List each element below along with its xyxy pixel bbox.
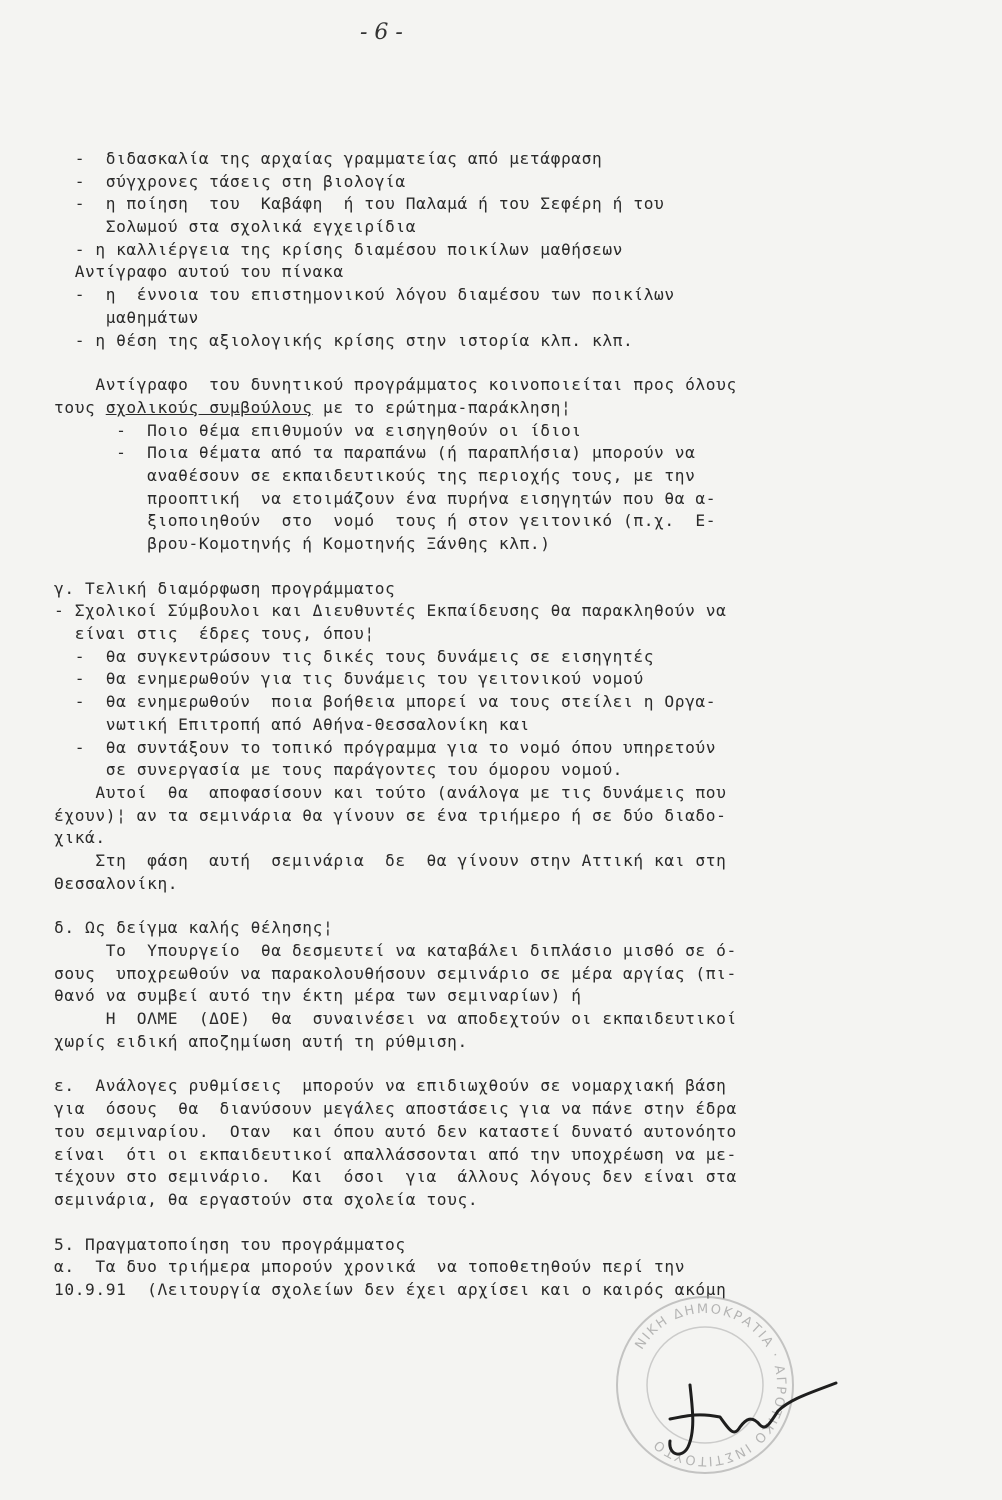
- signature: [660, 1375, 860, 1465]
- paragraph-line: έχουν)¦ αν τα σεμινάρια θα γίνουν σε ένα τριήμερο ή σε δύο διαδο-: [54, 805, 727, 825]
- paragraph-line: είναι στις έδρες τους, όπου¦: [54, 624, 375, 644]
- list-item: προοπτική να ετοιμάζουν ένα πυρήνα εισηγητών που θα α-: [54, 488, 717, 508]
- paragraph-line: Στη φάση αυτή σεμινάρια δε θα γίνουν στην Αττική και στη: [54, 850, 727, 870]
- text-span: τους: [54, 397, 106, 417]
- paragraph-line: Αυτοί θα αποφασίσουν και τούτο (ανάλογα με τις δυνάμεις που: [54, 782, 727, 802]
- paragraph-line: - θα συντάξουν το τοπικό πρόγραμμα για το νομό όπου υπηρετούν: [54, 737, 717, 757]
- paragraph-line: - θα ενημερωθούν ποια βοήθεια μπορεί να τους στείλει η Οργα-: [54, 692, 717, 712]
- list-item: - διδασκαλία της αρχαίας γραμματείας από μετάφραση: [54, 149, 603, 168]
- paragraph-line: χωρίς ειδική αποζημίωση αυτή τη ρύθμιση.: [54, 1031, 468, 1051]
- list-questions: [54, 420, 954, 556]
- paragraph-line: Θεσσαλονίκη.: [54, 873, 179, 893]
- paragraph-line: σους υποχρεωθούν να παρακολουθήσουν σεμινάριο σε μέρα αργίας (πι-: [54, 963, 737, 983]
- svg-text:ΝΙΚΗ ΔΗΜΟΚΡΑΤΙΑ · ΑΓΡΟΤΙΚΟ ΙΝΣ: ΝΙΚΗ ΔΗΜΟΚΡΑΤΙΑ · ΑΓΡΟΤΙΚΟ ΙΝΣΤΙΤΟΥΤΟ: [632, 1301, 789, 1469]
- paragraph-line: [54, 397, 954, 420]
- section-heading: δ. Ως δείγμα καλής θέλησης¦: [54, 918, 334, 938]
- document-body: [54, 148, 954, 1302]
- paragraph-line: είναι ότι οι εκπαιδευτικοί απαλλάσσονται από την υποχρέωση να με-: [54, 1144, 737, 1164]
- section-heading: 5. Πραγματοποίηση του προγράμματος: [54, 1234, 406, 1254]
- paragraph-line: του σεμιναρίου. Οταν και όπου αυτό δεν καταστεί δυνατό αυτονόητο: [54, 1121, 737, 1141]
- list-topics: [54, 148, 954, 352]
- section-g: [54, 578, 954, 896]
- list-item: - Ποια θέματα από τα παραπάνω (ή παραπλήσια) μπορούν να: [54, 443, 696, 463]
- section-d: [54, 917, 954, 1053]
- section-heading: γ. Τελική διαμόρφωση προγράμματος: [54, 578, 396, 598]
- underlined-text: σχολικούς συμβούλους: [105, 397, 313, 417]
- list-item: ξιοποιηθούν στο νομό τους ή στον γειτονικό (π.χ. Ε-: [54, 511, 717, 531]
- list-item: Σολωμού στα σχολικά εγχειρίδια: [54, 217, 417, 237]
- list-item: - Ποιο θέμα επιθυμούν να εισηγηθούν οι ίδιοι: [54, 420, 582, 440]
- list-item: - η ποίηση του Καβάφη ή του Παλαμά ή του Σεφέρη ή του: [54, 194, 665, 214]
- list-item: - σύγχρονες τάσεις στη βιολογία: [54, 171, 406, 191]
- paragraph-line: για όσους θα διανύσουν μεγάλες αποστάσεις για να πάνε στην έδρα: [54, 1099, 737, 1119]
- paragraph-line: Αντίγραφο του δυνητικού προγράμματος κοινοποιείται προς όλους: [54, 375, 737, 395]
- paragraph-line: ε. Ανάλογες ρυθμίσεις μπορούν να επιδιωχθούν σε νομαρχιακή βάση: [54, 1076, 727, 1096]
- list-item: Αντίγραφο αυτού του πίνακα: [54, 262, 344, 282]
- paragraph-line: νωτική Επιτροπή από Αθήνα-Θεσσαλονίκη και: [54, 714, 530, 734]
- paragraph-line: σεμινάρια, θα εργαστούν στα σχολεία τους.: [54, 1189, 479, 1209]
- paragraph-line: 10.9.91 (Λειτουργία σχολείων δεν έχει αρχίσει και ο καιρός ακόμη: [54, 1279, 727, 1299]
- paragraph-line: θανό να συμβεί αυτό την έκτη μέρα των σεμιναρίων) ή: [54, 986, 582, 1006]
- list-item: βρου-Κομοτηνής ή Κομοτηνής Ξάνθης κλπ.): [54, 534, 551, 553]
- paragraph-line: Η ΟΛΜΕ (ΔΟΕ) θα συναινέσει να αποδεχτούν οι εκπαιδευτικοί: [54, 1009, 737, 1029]
- text-span: με το ερώτημα-παράκληση¦: [312, 397, 572, 417]
- paragraph-line: τέχουν στο σεμινάριο. Και όσοι για άλλους λόγους δεν είναι στα: [54, 1167, 737, 1187]
- paragraph-line: - θα ενημερωθούν για τις δυνάμεις του γειτονικού νομού: [54, 669, 644, 689]
- list-item: - η έννοια του επιστημονικού λόγου διαμέσου των ποικίλων: [54, 285, 675, 305]
- page-number: - 6 -: [360, 20, 403, 45]
- list-item: - η θέση της αξιολογικής κρίσης στην ιστορία κλπ. κλπ.: [54, 330, 634, 350]
- copy-paragraph: [54, 374, 954, 419]
- section-5: [54, 1234, 954, 1302]
- paragraph-line: α. Τα δυο τριήμερα μπορούν χρονικά να τοποθετηθούν περί την: [54, 1257, 686, 1277]
- paragraph-line: σε συνεργασία με τους παράγοντες του όμορου νομού.: [54, 760, 624, 780]
- list-item: μαθημάτων: [54, 307, 199, 327]
- paragraph-line: - Σχολικοί Σύμβουλοι και Διευθυντές Εκπαίδευσης θα παρακληθούν να: [54, 601, 727, 621]
- section-e: [54, 1075, 954, 1211]
- list-item: - η καλλιέργεια της κρίσης διαμέσου ποικίλων μαθήσεων: [54, 239, 624, 259]
- paragraph-line: - θα συγκεντρώσουν τις δικές τους δυνάμεις σε εισηγητές: [54, 646, 655, 666]
- list-item: αναθέσουν σε εκπαιδευτικούς της περιοχής τους, με την: [54, 465, 696, 485]
- paragraph-line: χικά.: [54, 828, 106, 848]
- paragraph-line: Το Υπουργείο θα δεσμευτεί να καταβάλει διπλάσιο μισθό σε ό-: [54, 941, 737, 960]
